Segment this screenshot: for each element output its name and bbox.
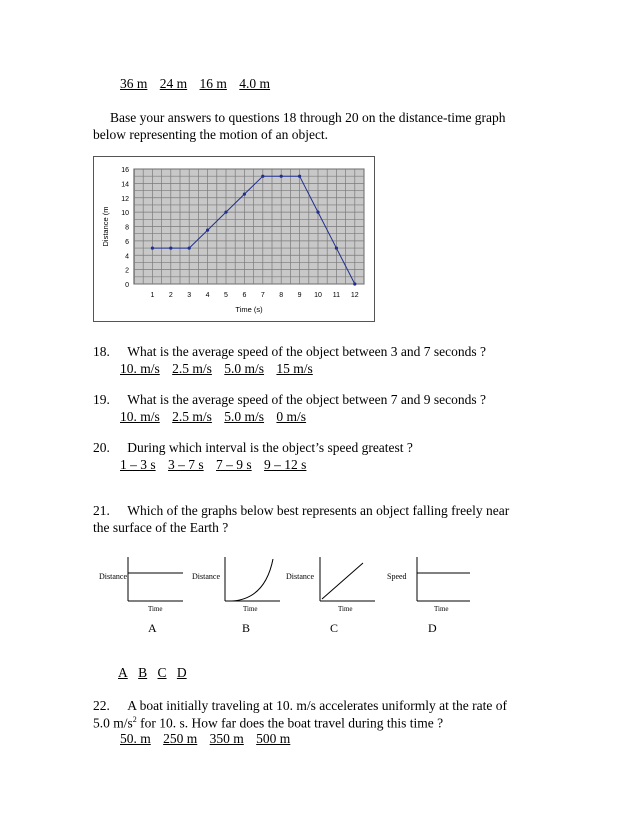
graph-a-letter: A xyxy=(148,621,157,635)
y-tick-label: 16 xyxy=(121,167,129,174)
question-22 xyxy=(93,698,507,714)
distance-time-chart xyxy=(94,157,374,321)
graph-c-xlabel: Time xyxy=(338,605,353,613)
x-tick-label: 3 xyxy=(187,292,192,299)
y-tick-label: 4 xyxy=(125,253,129,261)
q21-graphs xyxy=(95,555,495,640)
q17-option-4[interactable]: 4.0 m xyxy=(239,76,271,91)
q19-option-2[interactable]: 2.5 m/s xyxy=(172,409,212,424)
q22-text-part-a: 5.0 m/s xyxy=(93,715,133,731)
q21-number: 21. xyxy=(93,503,110,518)
q17-option-1[interactable]: 36 m xyxy=(120,76,148,91)
q20-text: During which interval is the object’s speed greatest ? xyxy=(127,440,413,455)
data-point xyxy=(280,175,283,178)
intro-line-2: below representing the motion of an object. xyxy=(93,127,329,142)
x-tick-label: 1 xyxy=(150,292,155,299)
q22-option-4[interactable]: 500 m xyxy=(256,731,291,746)
question-19 xyxy=(93,392,486,408)
x-tick-label: 2 xyxy=(168,292,173,299)
intro-line-1: Base your answers to questions 18 through 20 on the distance-time graph xyxy=(110,110,506,125)
q18-option-1[interactable]: 10. m/s xyxy=(120,361,160,376)
x-tick-label: 11 xyxy=(332,292,341,299)
data-point xyxy=(261,175,264,178)
q21-options xyxy=(118,665,194,681)
graph-a-ylabel: Distance xyxy=(99,572,127,581)
graph-b-xlabel: Time xyxy=(243,605,258,613)
q17-option-3[interactable]: 16 m xyxy=(199,76,227,91)
x-tick-label: 8 xyxy=(279,292,284,299)
q19-number: 19. xyxy=(93,392,110,407)
q21-option-b[interactable]: B xyxy=(138,665,148,680)
x-tick-label: 4 xyxy=(205,292,210,299)
q22-superscript: 2 xyxy=(132,715,137,724)
q20-option-4[interactable]: 9 – 12 s xyxy=(264,457,307,472)
distance-time-chart-frame xyxy=(93,156,375,322)
q21-text-line-2: the surface of the Earth ? xyxy=(93,520,229,535)
data-point xyxy=(353,282,356,285)
graph-b-letter: B xyxy=(242,621,251,635)
q22-text-line-2 xyxy=(93,715,443,732)
y-tick-label: 8 xyxy=(125,224,129,232)
y-axis-label: Distance (m xyxy=(101,206,110,247)
q21-option-a[interactable]: A xyxy=(118,665,128,680)
graph-d-xlabel: Time xyxy=(434,605,449,613)
data-point xyxy=(316,211,319,214)
q21-option-c[interactable]: C xyxy=(157,665,167,680)
q22-option-1[interactable]: 50. m xyxy=(120,731,151,746)
question-21 xyxy=(93,503,509,519)
data-point xyxy=(169,246,172,249)
q18-option-2[interactable]: 2.5 m/s xyxy=(172,361,212,376)
graph-c[interactable] xyxy=(286,557,375,635)
data-point xyxy=(335,246,338,249)
q18-options xyxy=(120,361,322,377)
graph-d-letter: D xyxy=(428,621,437,635)
q20-option-2[interactable]: 3 – 7 s xyxy=(168,457,204,472)
q18-number: 18. xyxy=(93,344,110,359)
q21-text-line-1: Which of the graphs below best represents an object falling freely near xyxy=(127,503,510,518)
q22-number: 22. xyxy=(93,698,110,713)
graph-d[interactable] xyxy=(387,557,470,635)
y-tick-label: 0 xyxy=(125,282,129,289)
x-tick-label: 10 xyxy=(314,292,322,299)
question-20 xyxy=(93,440,413,456)
graph-c-letter: C xyxy=(330,621,339,635)
data-point xyxy=(206,228,209,231)
x-tick-label: 7 xyxy=(260,292,265,299)
q21-option-d[interactable]: D xyxy=(176,665,187,680)
y-tick-label: 6 xyxy=(125,238,129,246)
q22-option-2[interactable]: 250 m xyxy=(163,731,198,746)
data-point xyxy=(243,193,246,196)
graph-b[interactable] xyxy=(192,557,280,635)
y-tick-label: 14 xyxy=(121,181,129,189)
q17-option-2[interactable]: 24 m xyxy=(159,76,188,91)
graph-a-xlabel: Time xyxy=(148,605,163,613)
graph-d-ylabel: Speed xyxy=(387,572,407,581)
graph-a[interactable] xyxy=(99,557,183,635)
q20-option-1[interactable]: 1 – 3 s xyxy=(120,457,156,472)
q18-option-3[interactable]: 5.0 m/s xyxy=(224,361,265,376)
q17-options xyxy=(120,76,279,92)
q19-option-1[interactable]: 10. m/s xyxy=(120,409,160,424)
data-point xyxy=(298,175,301,178)
data-point xyxy=(188,246,191,249)
q18-option-4[interactable]: 15 m/s xyxy=(276,361,313,376)
graph-c-curve xyxy=(322,563,363,599)
q20-options xyxy=(120,457,315,473)
data-point xyxy=(224,211,227,214)
y-tick-label: 12 xyxy=(121,195,129,203)
q20-option-3[interactable]: 7 – 9 s xyxy=(216,457,252,472)
q22-option-3[interactable]: 350 m xyxy=(209,731,244,746)
q22-text-line-1: A boat initially traveling at 10. m/s accelerates uniformly at the rate of xyxy=(127,698,507,713)
x-axis-label: Time (s) xyxy=(235,305,263,314)
q22-options xyxy=(120,731,299,747)
q19-text: What is the average speed of the object between 7 and 9 seconds ? xyxy=(127,392,486,407)
x-tick-label: 5 xyxy=(224,292,228,299)
q19-options xyxy=(120,409,315,425)
graph-b-ylabel: Distance xyxy=(192,572,220,581)
graph-c-ylabel: Distance xyxy=(286,572,314,581)
q19-option-4[interactable]: 0 m/s xyxy=(276,409,307,424)
question-18 xyxy=(93,344,486,360)
x-tick-label: 9 xyxy=(297,292,302,299)
q18-text: What is the average speed of the object between 3 and 7 seconds ? xyxy=(127,344,486,359)
q22-text-part-b: for 10. s. How far does the boat travel during this time ? xyxy=(136,715,444,731)
data-point xyxy=(151,246,154,249)
x-tick-label: 6 xyxy=(242,292,247,299)
q20-number: 20. xyxy=(93,440,110,455)
graph-b-curve xyxy=(232,559,273,601)
x-tick-label: 12 xyxy=(350,292,359,299)
y-tick-label: 10 xyxy=(121,210,129,218)
q19-option-3[interactable]: 5.0 m/s xyxy=(224,409,265,424)
y-tick-label: 2 xyxy=(125,267,129,275)
